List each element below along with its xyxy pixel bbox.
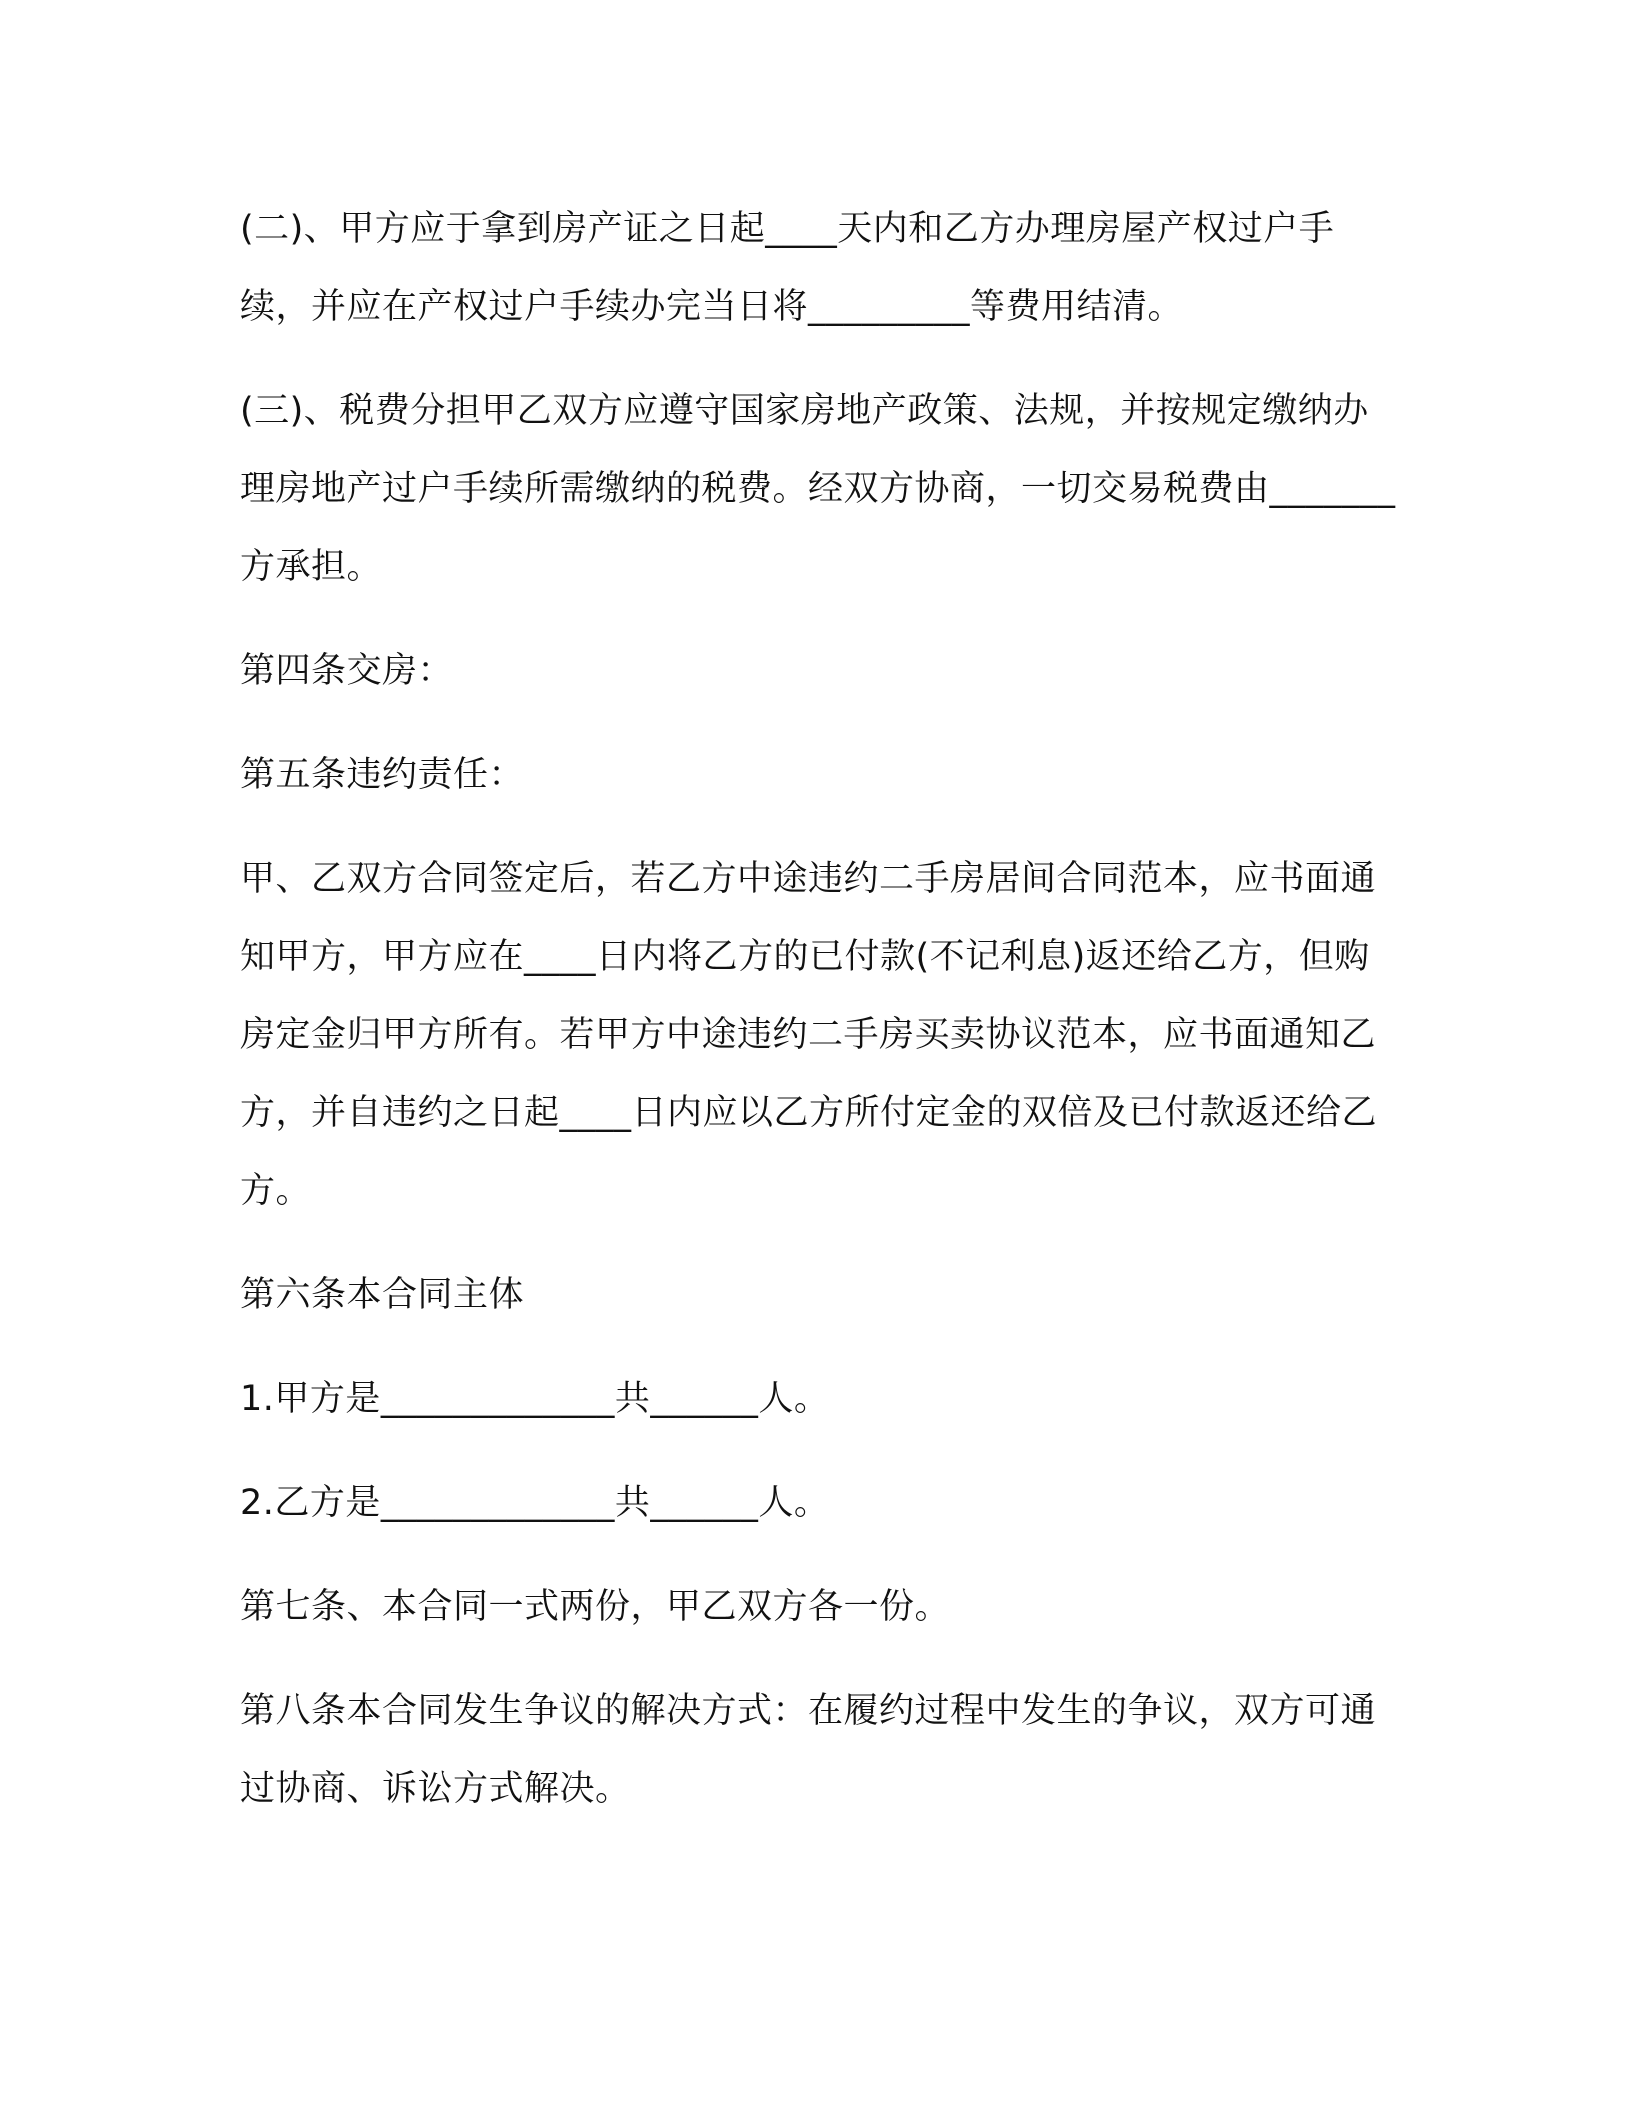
article-8-paragraph: 第八条本合同发生争议的解决方式：在履约过程中发生的争议，双方可通过协商、诉讼方式解决。 (240, 1691, 1377, 1809)
document-body (240, 190, 1400, 1854)
clause-2-transfer: (二)、甲方应于拿到房产证之日起____天内和乙方办理房屋产权过户手续，并应在产权过户手续办完当日将_________等费用结清。 (240, 209, 1335, 327)
clause-3-taxes: (三)、税费分担甲乙双方应遵守国家房地产政策、法规，并按规定缴纳办理房地产过户手续所需缴纳的税费。经双方协商，一切交易税费由_______方承担。 (240, 391, 1396, 587)
article-5-heading: 第五条违约责任： (240, 755, 525, 795)
party-b-line: 2.乙方是_____________共______人。 (240, 1483, 830, 1523)
party-a-line: 1.甲方是_____________共______人。 (240, 1379, 830, 1419)
article-4-heading: 第四条交房： (240, 651, 454, 691)
article-7-paragraph: 第七条、本合同一式两份，甲乙双方各一份。 (240, 1587, 951, 1627)
breach-paragraph: 甲、乙双方合同签定后，若乙方中途违约二手房居间合同范本，应书面通知甲方，甲方应在____日内将乙方的已付款(不记利息)返还给乙方，但购房定金归甲方所有。若甲方中途违约二手房买卖协议范本，应书面通知乙方，并自违约之日起____日内应以乙方所付定金的双倍及已付款返还给乙方。 (240, 859, 1378, 1211)
article-6-heading: 第六条本合同主体 (240, 1275, 525, 1315)
